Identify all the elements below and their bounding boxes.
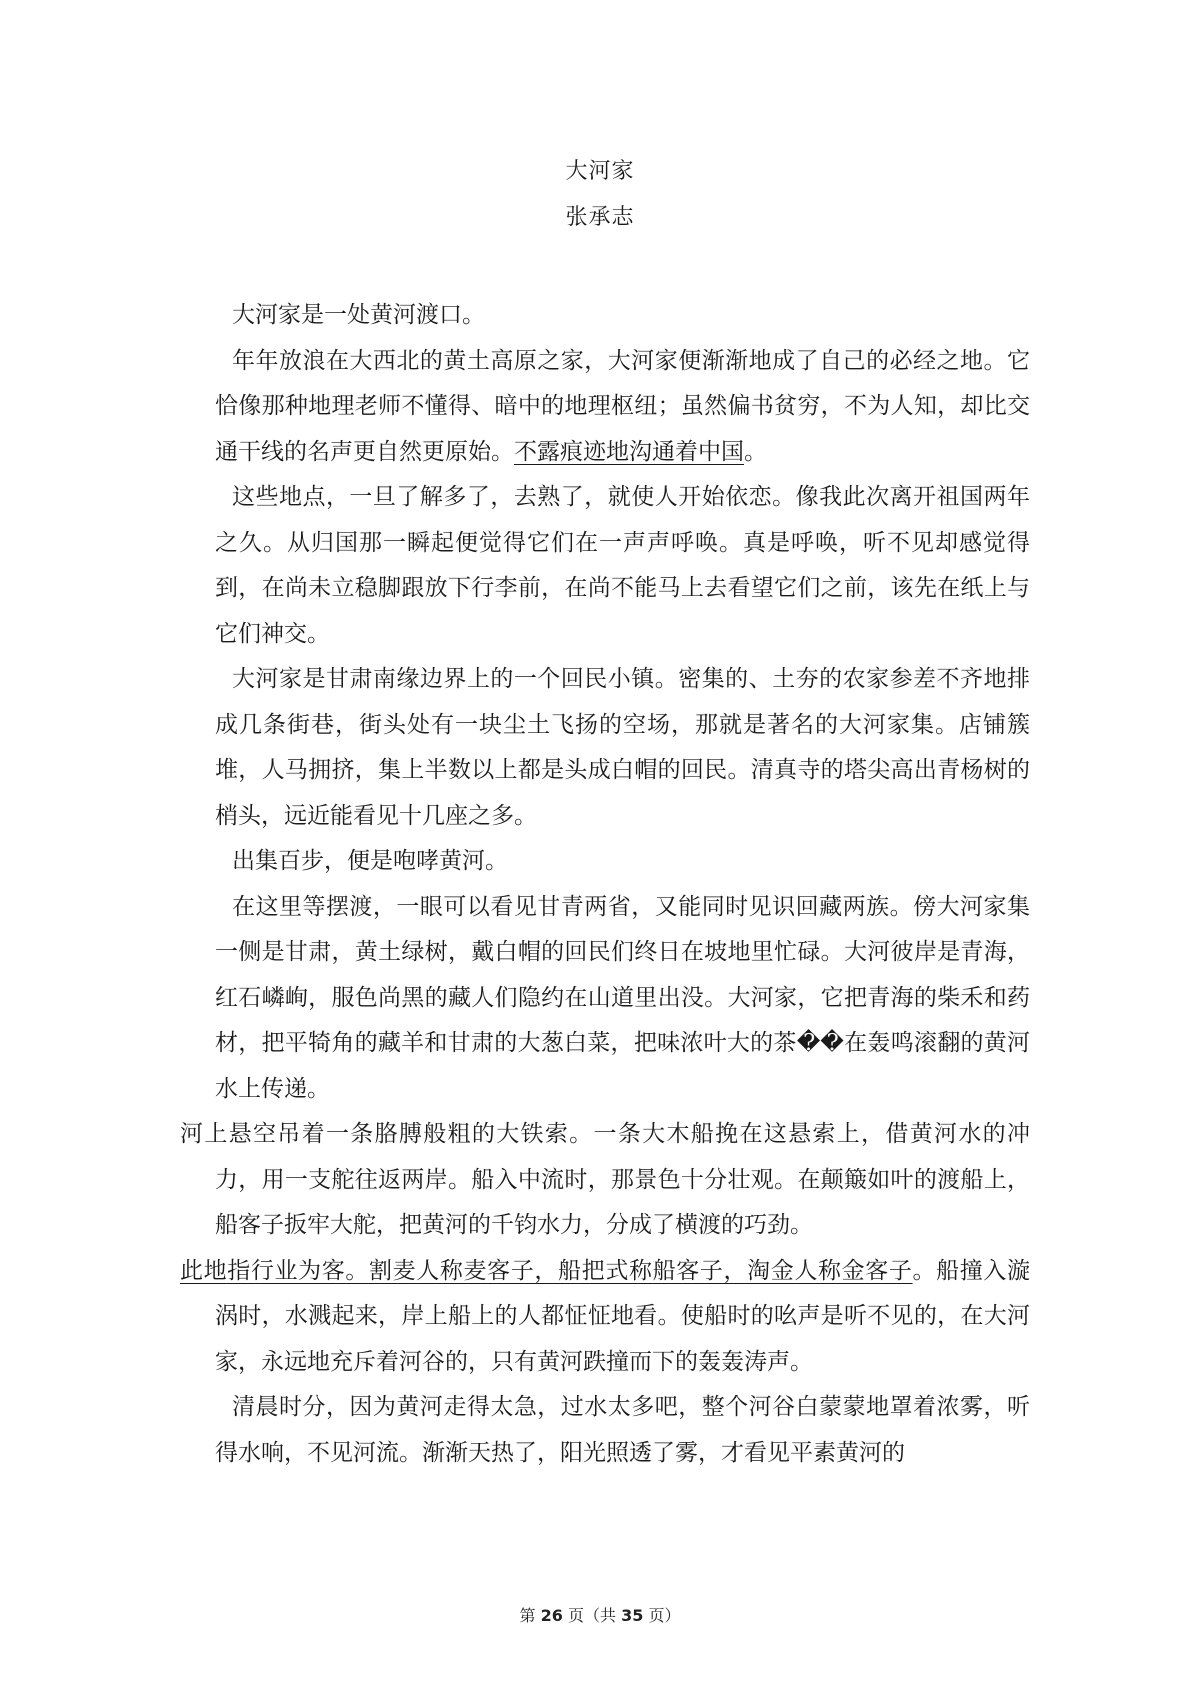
- paragraph-2: [180, 339, 1030, 476]
- footer-total-pages: 35: [621, 1606, 644, 1625]
- article-body: [180, 293, 1030, 1476]
- paragraph-5: 出集百步，便是咆哮黄河。: [232, 848, 508, 874]
- paragraph-8-text: 。船撞入漩涡时，水溅起来，岸上船上的人都怔怔地看。使船时的吆声是听不见的，在大河家，永远地充斥着河谷的，只有黄河跌撞而下的轰轰涛声。: [215, 1257, 1031, 1375]
- footer-prefix: 第: [519, 1606, 536, 1625]
- paragraph-2-end: 。: [744, 438, 767, 465]
- paragraph-6: 在这里等摆渡，一眼可以看见甘青两省，又能同时见识回藏两族。傍大河家集一侧是甘肃，黄土绿树，戴白帽的回民们终日在坡地里忙碌。大河彼岸是青海，红石嶙峋，服色尚黑的藏人们隐约在山道里出没。大河家，它把青海的柴禾和药材，把平犄角的藏羊和甘肃的大葱白菜，把味浓叶大的茶��在轰鸣滚翻的黄河水上传递。: [215, 893, 1030, 1102]
- paragraph-4: 大河家是甘肃南缘边界上的一个回民小镇。密集的、土夯的农家参差不齐地排成几条街巷，街头处有一块尘土飞扬的空场，那就是著名的大河家集。店铺簇堆，人马拥挤，集上半数以上都是头成白帽的回民。清真寺的塔尖高出青杨树的梢头，远近能看见十几座之多。: [215, 666, 1030, 829]
- paragraph-8: [180, 1249, 1030, 1386]
- footer-middle: 页（共: [567, 1606, 616, 1625]
- footer-page-number: 26: [540, 1606, 563, 1625]
- underlined-sentence: 此地指行业为客。割麦人称麦客子，船把式称船客子，淘金人称金客子: [180, 1257, 913, 1284]
- paragraph-1: 大河家是一处黄河渡口。: [232, 302, 485, 328]
- underlined-phrase: 不露痕迹地沟通着中国: [514, 438, 744, 465]
- page-footer: [0, 1603, 1200, 1626]
- footer-suffix: 页）: [648, 1606, 681, 1625]
- paragraph-3: 这些地点，一旦了解多了，去熟了，就使人开始依恋。像我此次离开祖国两年之久。从归国那一瞬起便觉得它们在一声声呼唤。真是呼唤，听不见却感觉得到，在尚未立稳脚跟放下行李前，在尚不能马上去看望它们之前，该先在纸上与它们神交。: [215, 484, 1030, 647]
- paragraph-9: 清晨时分，因为黄河走得太急，过水太多吧，整个河谷白蒙蒙地罩着浓雾，听得水响，不见河流。渐渐天热了，阳光照透了雾，才看见平素黄河的: [215, 1394, 1030, 1466]
- article-title: 大河家: [565, 159, 635, 184]
- paragraph-7: 河上悬空吊着一条胳膊般粗的大铁索。一条大木船挽在这悬索上，借黄河水的冲力，用一支舵往返两岸。船入中流时，那景色十分壮观。在颠簸如叶的渡船上，船客子扳牢大舵，把黄河的千钧水力，分成了横渡的巧劲。: [180, 1121, 1030, 1238]
- article-author: 张承志: [565, 205, 635, 230]
- paragraph-2-text: 年年放浪在大西北的黄土高原之家，大河家便渐渐地成了自己的必经之地。它恰像那种地理老师不懂得、暗中的地理枢纽；虽然偏书贫穷，不为人知，却比交通干线的名声更自然更原始。: [215, 347, 1030, 465]
